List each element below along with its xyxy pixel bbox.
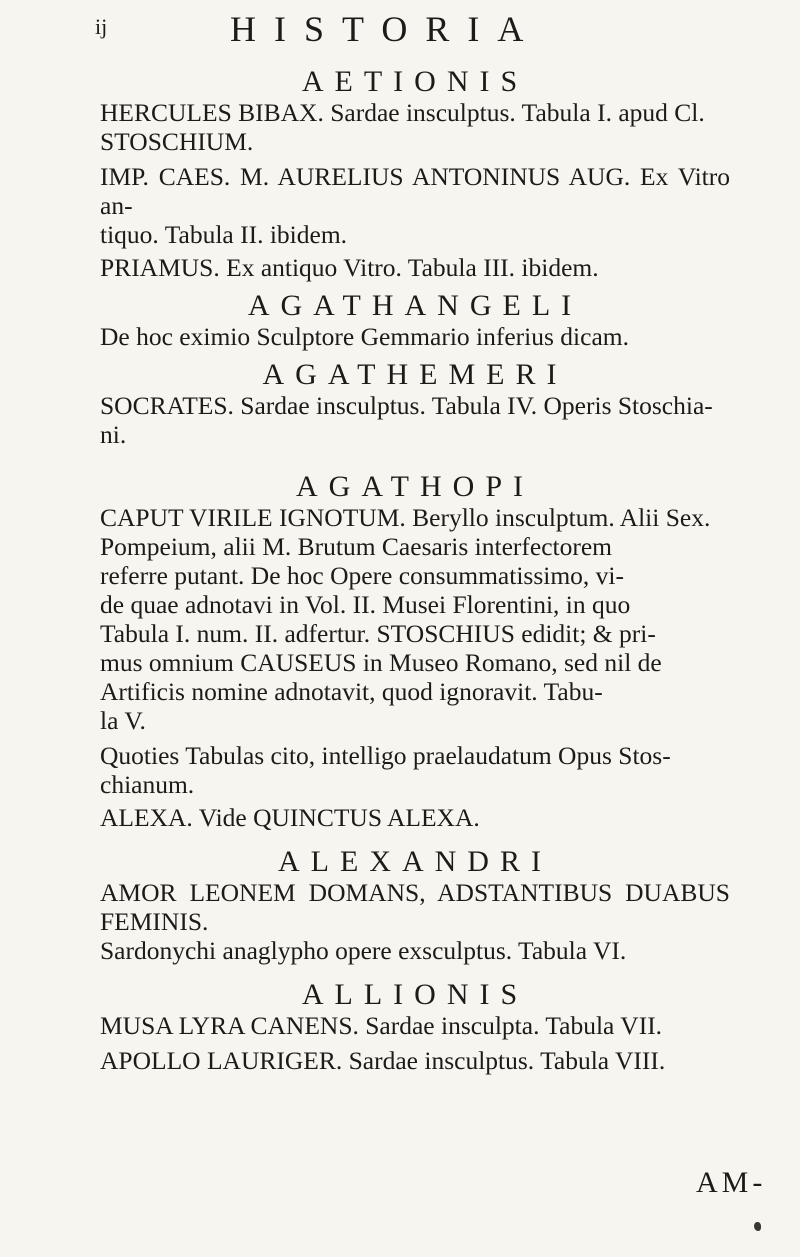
- section-heading: ALEXANDRI: [278, 845, 552, 878]
- section-heading: ALLIONIS: [301, 978, 529, 1011]
- entry: AMOR LEONEM DOMANS, ADSTANTIBUS DUABUS FEMINIS. Sardonychi anaglypho opere exsculptus. Tabula VI.: [100, 878, 730, 965]
- entry: ALEXA. Vide QUINCTUS ALEXA.: [100, 803, 480, 832]
- entry: IMP. CAES. M. AURELIUS ANTONINUS AUG. Ex Vitro an- tiquo. Tabula II. ibidem.: [100, 162, 730, 249]
- entry: SOCRATES. Sardae insculptus. Tabula IV. Operis Stoschia- ni.: [100, 391, 713, 449]
- section-heading: AGATHEMERI: [262, 358, 568, 391]
- ink-spot: [754, 1222, 761, 1231]
- entry: HERCULES BIBAX. Sardae insculptus. Tabula I. apud Cl. STOSCHIUM.: [100, 98, 705, 156]
- section-heading: AETIONIS: [301, 65, 529, 98]
- entry: CAPUT VIRILE IGNOTUM. Beryllo insculptum. Alii Sex. Pompeium, alii M. Brutum Caesaris interfectorem referre putant. De hoc Opere consummatissimo, vi- de quae adnotavi in Vol. II. Musei Florentini, in quo Tabula I. num. II. adfertur. STOSCHIUS edidit; & pri- mus omnium CAUSEUS in Museo Romano, sed nil de Artificis nomine adnotavit, quod ignoravit. Tabu- la V.: [100, 503, 711, 735]
- entry: PRIAMUS. Ex antiquo Vitro. Tabula III. ibidem.: [100, 253, 599, 282]
- section-heading: AGATHANGELI: [247, 289, 583, 322]
- entry: Quoties Tabulas cito, intelligo praelaudatum Opus Stos- chianum.: [100, 741, 671, 799]
- entry: APOLLO LAURIGER. Sardae insculptus. Tabula VIII.: [100, 1046, 666, 1075]
- page-body: [100, 58, 730, 1075]
- section-heading: AGATHOPI: [296, 470, 534, 503]
- running-head: HISTORIA: [230, 9, 542, 49]
- page-number: ij: [95, 14, 108, 39]
- catchword: AM-: [696, 1166, 767, 1199]
- entry: MUSA LYRA CANENS. Sardae insculpta. Tabula VII.: [100, 1011, 663, 1040]
- entry: De hoc eximio Sculptore Gemmario inferius dicam.: [100, 322, 629, 351]
